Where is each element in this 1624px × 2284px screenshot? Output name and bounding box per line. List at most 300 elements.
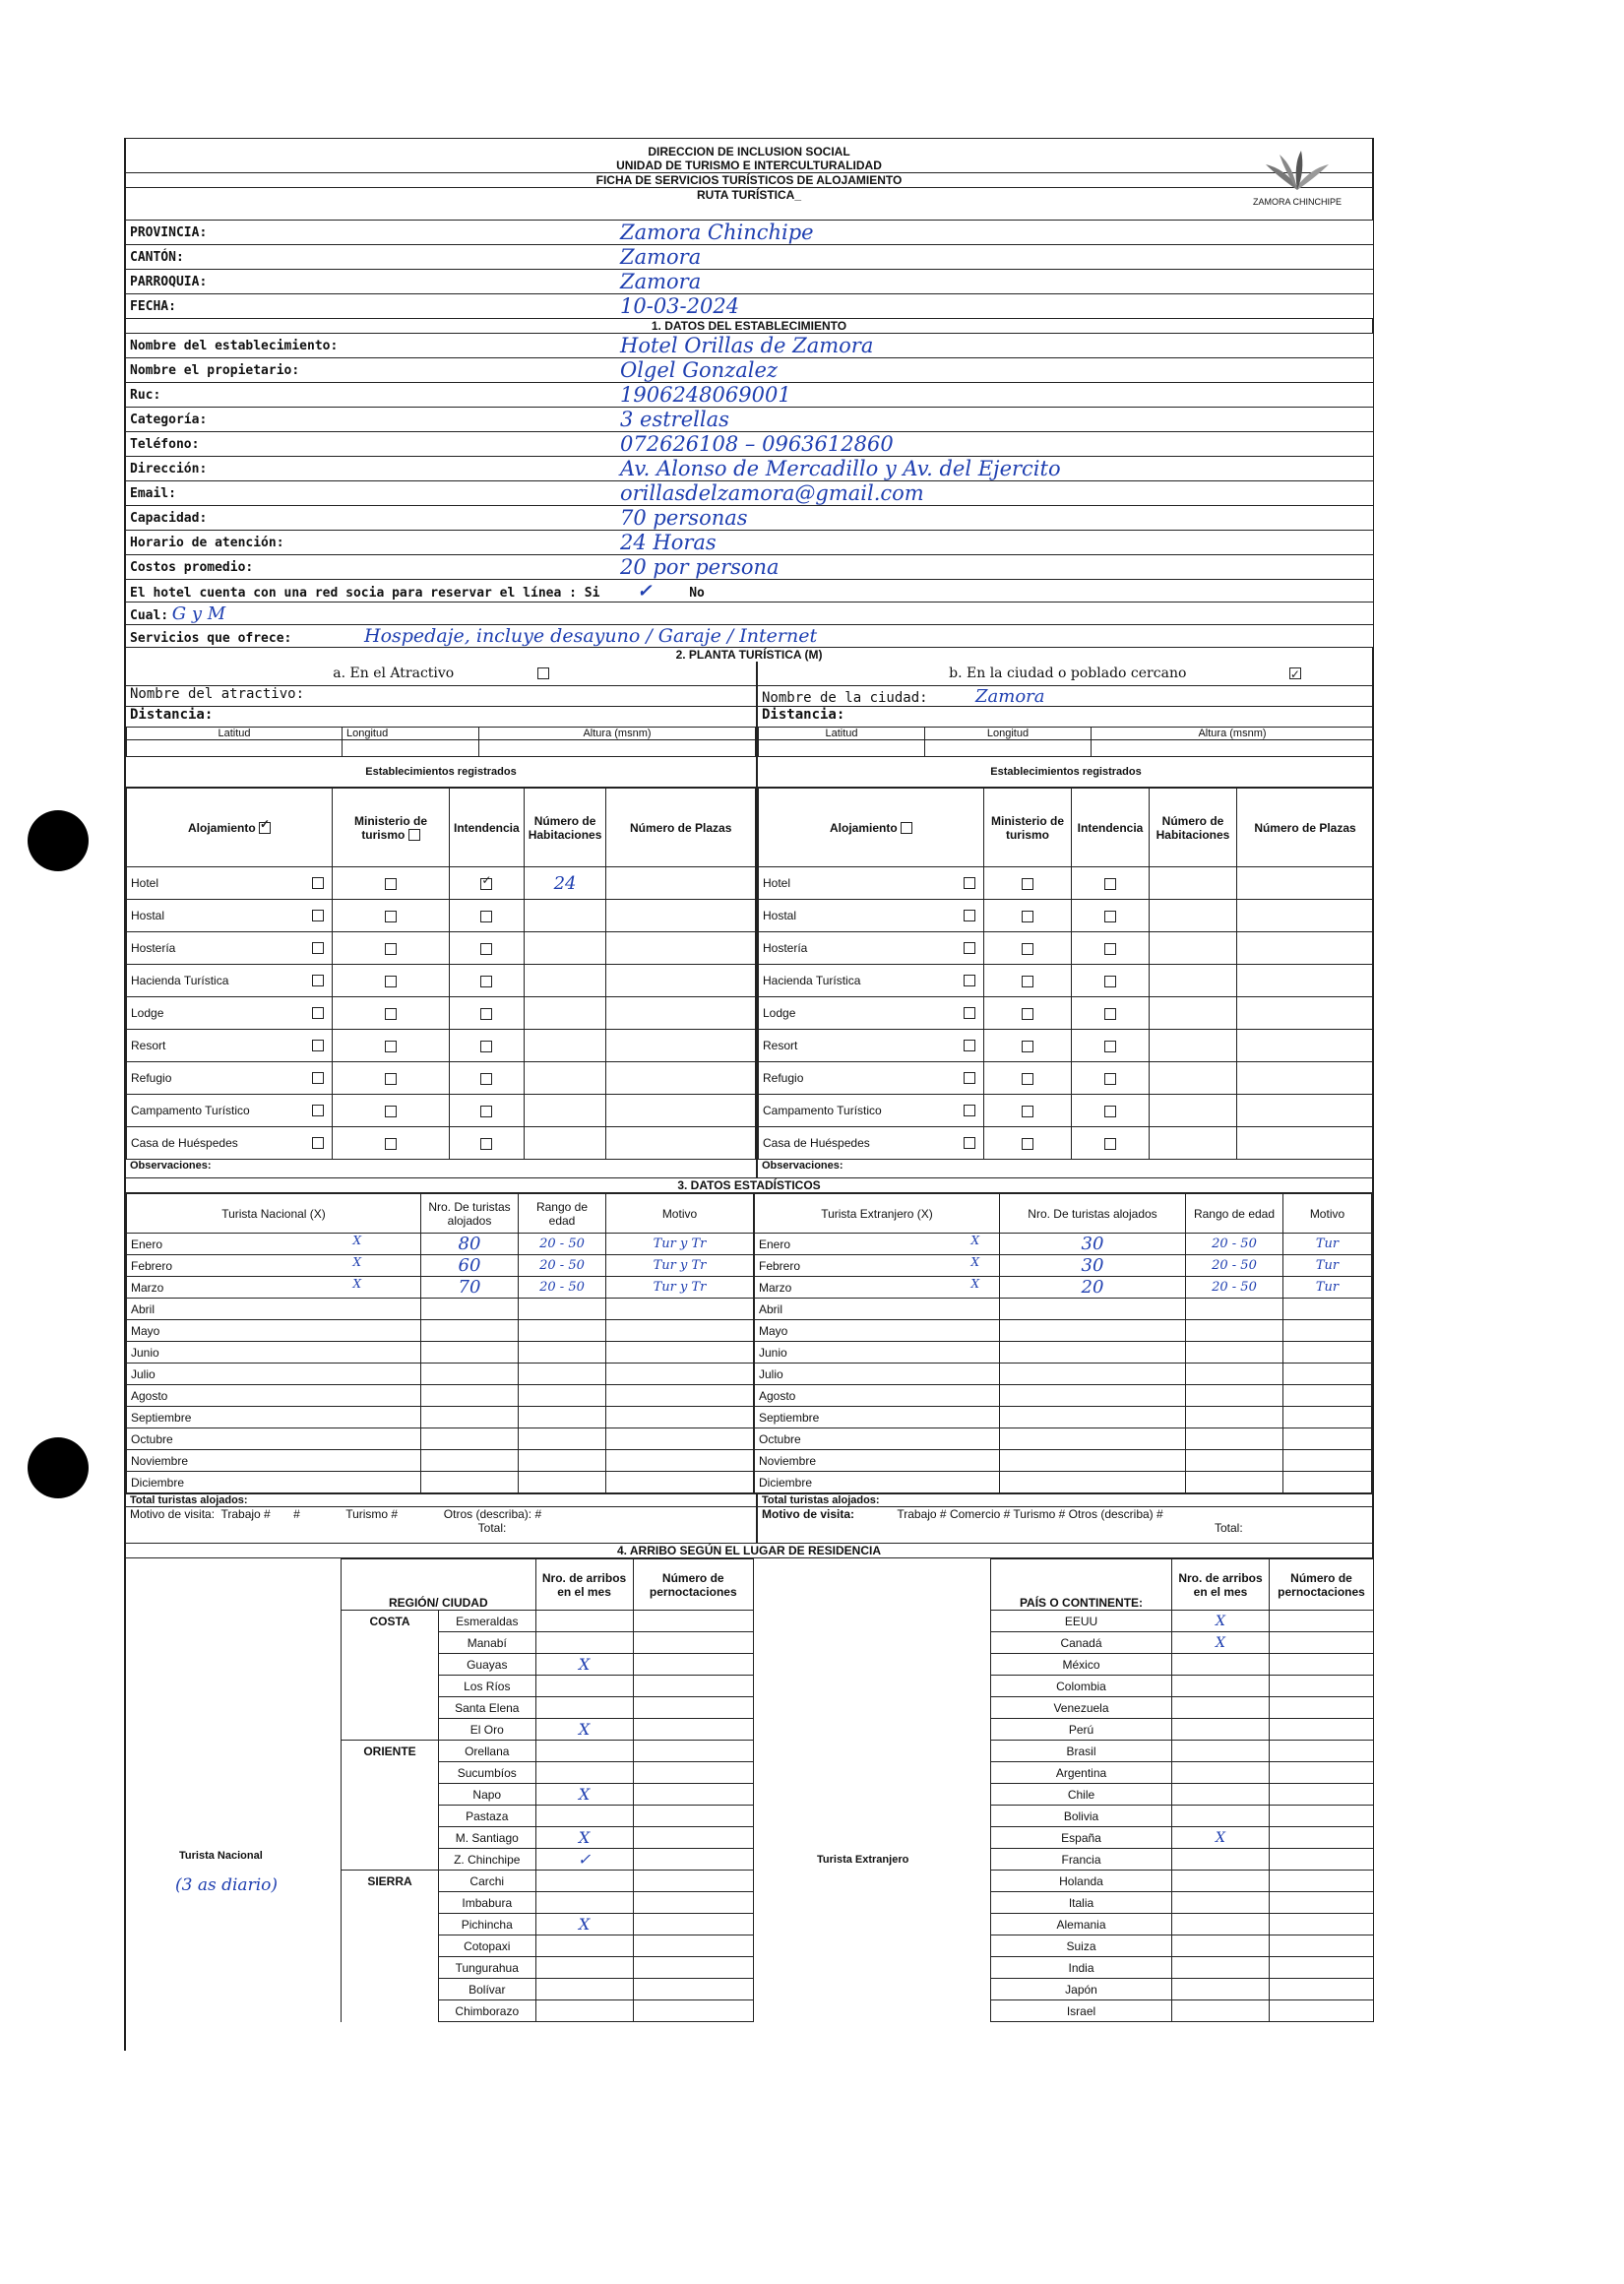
pernoct-cell[interactable] — [633, 1914, 753, 1935]
motivo-cell[interactable]: Tur — [1282, 1234, 1371, 1255]
rango-cell[interactable] — [1185, 1320, 1282, 1342]
rango-cell[interactable] — [519, 1299, 606, 1320]
header-line2: UNIDAD DE TURISMO E INTERCULTURALIDAD — [126, 159, 1372, 173]
pernoct-cell[interactable] — [1270, 1632, 1374, 1654]
month-label: Noviembre — [131, 1453, 189, 1468]
pernoct-cell[interactable] — [1270, 1806, 1374, 1827]
aloj-type-checkbox[interactable] — [312, 1040, 324, 1051]
pernoct-cell[interactable] — [633, 1979, 753, 2000]
habitaciones-cell[interactable] — [524, 997, 606, 1030]
categoria-value[interactable]: 3 estrellas — [616, 408, 1374, 432]
rango-cell[interactable] — [519, 1450, 606, 1472]
nro-cell[interactable]: 30 — [999, 1255, 1185, 1277]
tourist-mark[interactable]: X — [352, 1255, 361, 1269]
tourist-mark[interactable]: X — [352, 1277, 361, 1291]
arribos-cell[interactable]: X — [1172, 1632, 1270, 1654]
motivo-cell[interactable]: Tur y Tr — [606, 1277, 754, 1299]
red-si-mark[interactable]: ✓ — [637, 580, 653, 602]
nro-cell[interactable] — [999, 1364, 1185, 1385]
pernoct-cell[interactable] — [1270, 2000, 1374, 2022]
arribos-cell[interactable]: X — [1172, 1611, 1270, 1632]
min-checkbox[interactable] — [1022, 1106, 1033, 1117]
pernoct-cell[interactable] — [633, 1654, 753, 1676]
rango-cell[interactable] — [519, 1342, 606, 1364]
plazas-cell[interactable] — [606, 932, 756, 965]
pernoct-cell[interactable] — [1270, 1935, 1374, 1957]
aloj-type-checkbox[interactable] — [964, 1040, 975, 1051]
plazas-cell[interactable] — [1237, 1127, 1374, 1160]
motivo-cell[interactable] — [606, 1320, 754, 1342]
pernoct-cell[interactable] — [633, 1827, 753, 1849]
nro-cell[interactable] — [421, 1342, 519, 1364]
motivo-cell[interactable] — [606, 1472, 754, 1493]
aloj-type-checkbox[interactable] — [312, 1105, 324, 1116]
int-checkbox[interactable] — [480, 878, 492, 890]
min-a-checkbox[interactable] — [408, 829, 420, 841]
habitaciones-cell[interactable] — [524, 1062, 606, 1095]
arribos-cell[interactable]: ✓ — [535, 1849, 633, 1871]
nro-cell[interactable] — [999, 1407, 1185, 1428]
arribo-row-nacional — [342, 1676, 754, 1697]
motivo-cell[interactable] — [1282, 1320, 1371, 1342]
pernoct-cell[interactable] — [1270, 1827, 1374, 1849]
habitaciones-cell[interactable] — [524, 932, 606, 965]
habitaciones-cell[interactable] — [524, 900, 606, 932]
int-checkbox[interactable] — [480, 1008, 492, 1020]
arribos-cell[interactable] — [535, 1741, 633, 1762]
min-checkbox[interactable] — [385, 976, 397, 987]
int-checkbox[interactable] — [1104, 1138, 1116, 1150]
min-checkbox-cell — [984, 1095, 1072, 1127]
pernoct-cell[interactable] — [1270, 1611, 1374, 1632]
rango-cell[interactable] — [1185, 1364, 1282, 1385]
plazas-cell[interactable] — [606, 1095, 756, 1127]
month-label: Enero — [758, 1237, 791, 1251]
rango-cell[interactable] — [1185, 1385, 1282, 1407]
pernoct-cell[interactable] — [633, 1784, 753, 1806]
int-checkbox[interactable] — [1104, 1106, 1116, 1117]
nro-cell[interactable] — [999, 1472, 1185, 1493]
int-checkbox[interactable] — [1104, 911, 1116, 922]
pernoct-cell[interactable] — [1270, 1957, 1374, 1979]
canton-value[interactable]: Zamora — [616, 245, 1374, 270]
int-checkbox[interactable] — [480, 976, 492, 987]
servicios-label: Servicios que ofrece: — [130, 631, 292, 646]
nro-cell[interactable] — [421, 1320, 519, 1342]
pernoct-cell[interactable] — [1270, 1741, 1374, 1762]
arribos-cell[interactable] — [1172, 2000, 1270, 2022]
aloj-type-checkbox[interactable] — [312, 942, 324, 954]
arribos-cell[interactable] — [535, 1632, 633, 1654]
plazas-cell[interactable] — [1237, 1095, 1374, 1127]
horario-value[interactable]: 24 Horas — [616, 531, 1374, 555]
pernoct-cell[interactable] — [633, 1762, 753, 1784]
rango-cell[interactable] — [1185, 1450, 1282, 1472]
email-value[interactable]: orillasdelzamora@gmail.com — [616, 481, 1374, 506]
tourist-mark[interactable]: X — [970, 1234, 979, 1247]
min-checkbox[interactable] — [385, 943, 397, 955]
aloj-type-checkbox[interactable] — [964, 1072, 975, 1084]
nro-cell[interactable] — [999, 1342, 1185, 1364]
plazas-cell[interactable] — [1237, 900, 1374, 932]
motivo-cell[interactable] — [606, 1428, 754, 1450]
int-checkbox[interactable] — [480, 1073, 492, 1085]
nro-cell[interactable] — [999, 1299, 1185, 1320]
arribos-cell[interactable] — [1172, 1935, 1270, 1957]
aloj-type-checkbox[interactable] — [312, 975, 324, 986]
stats-table-extranjero — [754, 1193, 1372, 1493]
aloj-type-checkbox[interactable] — [312, 877, 324, 889]
pernoct-cell[interactable] — [633, 1849, 753, 1871]
nro-cell[interactable] — [421, 1299, 519, 1320]
arribos-cell[interactable] — [1172, 1741, 1270, 1762]
pernoct-cell[interactable] — [1270, 1979, 1374, 2000]
arribos-cell[interactable] — [1172, 1871, 1270, 1892]
pernoct-cell[interactable] — [1270, 1914, 1374, 1935]
pernoct-cell[interactable] — [633, 1676, 753, 1697]
telefono-value[interactable]: 072626108 – 0963612860 — [616, 432, 1374, 457]
month-cell — [754, 1277, 999, 1299]
arribos-cell[interactable] — [1172, 1676, 1270, 1697]
nro-cell[interactable]: 70 — [421, 1277, 519, 1299]
nro-cell[interactable] — [421, 1385, 519, 1407]
arribo-row-nacional — [342, 1979, 754, 2000]
aloj-a-checkbox[interactable] — [259, 822, 271, 834]
rango-cell[interactable] — [1185, 1472, 1282, 1493]
arribos-cell[interactable] — [535, 1957, 633, 1979]
plazas-cell[interactable] — [1237, 997, 1374, 1030]
motivo-a: Motivo de visita: Trabajo # # Turismo # Otros (describa): # — [130, 1507, 542, 1521]
arribos-cell[interactable]: X — [535, 1654, 633, 1676]
tourist-mark[interactable]: X — [970, 1277, 979, 1291]
arribos-cell[interactable] — [535, 1697, 633, 1719]
pernoct-cell[interactable] — [633, 1871, 753, 1892]
habitaciones-cell[interactable] — [524, 1127, 606, 1160]
pernoct-cell[interactable] — [633, 1741, 753, 1762]
propietario-value[interactable]: Olgel Gonzalez — [616, 358, 1374, 383]
min-checkbox[interactable] — [1022, 1073, 1033, 1085]
nro-cell[interactable] — [999, 1450, 1185, 1472]
a-title-row — [126, 662, 756, 685]
city-cell: Napo — [439, 1784, 536, 1806]
aloj-type-cell — [127, 1030, 333, 1062]
habitaciones-cell[interactable] — [1150, 997, 1237, 1030]
motivo-cell[interactable] — [1282, 1450, 1371, 1472]
plazas-cell[interactable] — [1237, 1062, 1374, 1095]
int-checkbox[interactable] — [1104, 976, 1116, 987]
arribos-cell[interactable]: X — [535, 1719, 633, 1741]
habitaciones-cell[interactable] — [1150, 1030, 1237, 1062]
arribos-cell[interactable] — [1172, 1784, 1270, 1806]
plazas-cell[interactable] — [1237, 867, 1374, 900]
plazas-cell[interactable] — [606, 1062, 756, 1095]
arribo-row-extranjero — [991, 1871, 1374, 1892]
motivo-col-b: Motivo — [1282, 1194, 1371, 1234]
min-checkbox[interactable] — [385, 1073, 397, 1085]
rango-cell[interactable] — [519, 1320, 606, 1342]
motivo-cell[interactable] — [606, 1407, 754, 1428]
pernoct-cell[interactable] — [1270, 1871, 1374, 1892]
motivo-cell[interactable] — [1282, 1472, 1371, 1493]
costos-value[interactable]: 20 por persona — [616, 555, 1374, 580]
plazas-cell[interactable] — [606, 1127, 756, 1160]
min-checkbox[interactable] — [385, 911, 397, 922]
parroquia-value[interactable]: Zamora — [616, 270, 1374, 294]
rango-cell[interactable]: 20 - 50 — [1185, 1234, 1282, 1255]
pernoct-cell[interactable] — [1270, 1676, 1374, 1697]
nro-cell[interactable] — [999, 1428, 1185, 1450]
motivo-cell[interactable] — [606, 1342, 754, 1364]
rango-cell[interactable] — [519, 1407, 606, 1428]
arribos-cell[interactable] — [1172, 1892, 1270, 1914]
nro-cell[interactable] — [421, 1364, 519, 1385]
rango-cell[interactable]: 20 - 50 — [519, 1255, 606, 1277]
min-checkbox[interactable] — [1022, 1041, 1033, 1052]
rango-cell[interactable] — [1185, 1342, 1282, 1364]
arribos-cell[interactable] — [1172, 1762, 1270, 1784]
min-checkbox[interactable] — [385, 1138, 397, 1150]
motivo-cell[interactable] — [606, 1364, 754, 1385]
arribos-cell[interactable] — [1172, 1914, 1270, 1935]
aloj-type-checkbox[interactable] — [312, 910, 324, 921]
col-min-a: Ministerio de turismo — [353, 813, 427, 842]
servicios-value[interactable]: Hospedaje, incluye desayuno / Garaje / Internet — [364, 625, 818, 647]
min-checkbox[interactable] — [1022, 911, 1033, 922]
int-checkbox[interactable] — [1104, 1041, 1116, 1052]
aloj-type-checkbox[interactable] — [312, 1007, 324, 1019]
arribos-cell[interactable]: X — [535, 1914, 633, 1935]
arribo-row-extranjero — [991, 1935, 1374, 1957]
int-checkbox[interactable] — [1104, 1073, 1116, 1085]
nro-cell[interactable]: 60 — [421, 1255, 519, 1277]
nro-cell[interactable] — [999, 1320, 1185, 1342]
habitaciones-cell[interactable] — [1150, 900, 1237, 932]
aloj-type-label: Hacienda Turística — [763, 974, 861, 987]
min-checkbox[interactable] — [385, 1106, 397, 1117]
pais-col: PAÍS O CONTINENTE: — [991, 1559, 1172, 1611]
plazas-cell[interactable] — [606, 997, 756, 1030]
rango-cell[interactable] — [519, 1364, 606, 1385]
country-cell: Suiza — [991, 1935, 1172, 1957]
arribos-cell[interactable] — [535, 1871, 633, 1892]
int-checkbox[interactable] — [480, 1138, 492, 1150]
habitaciones-cell[interactable] — [1150, 1062, 1237, 1095]
int-checkbox[interactable] — [1104, 1008, 1116, 1020]
arribos-cell[interactable] — [535, 1611, 633, 1632]
pernoct-cell[interactable] — [633, 1632, 753, 1654]
int-checkbox[interactable] — [480, 1106, 492, 1117]
nro-cell[interactable]: 20 — [999, 1277, 1185, 1299]
plazas-cell[interactable] — [1237, 1030, 1374, 1062]
habitaciones-cell[interactable] — [1150, 932, 1237, 965]
provincia-value[interactable]: Zamora Chinchipe — [616, 221, 1374, 245]
nro-cell[interactable] — [999, 1385, 1185, 1407]
plazas-cell[interactable] — [606, 900, 756, 932]
habitaciones-cell[interactable] — [524, 965, 606, 997]
arribos-cell[interactable] — [535, 1806, 633, 1827]
arribos-cell[interactable] — [1172, 1719, 1270, 1741]
pernoct-cell[interactable] — [1270, 1697, 1374, 1719]
pernoct-cell[interactable] — [633, 1935, 753, 1957]
pernoct-cell[interactable] — [633, 1892, 753, 1914]
int-checkbox[interactable] — [1104, 878, 1116, 890]
fecha-value[interactable]: 10-03-2024 — [616, 294, 1374, 319]
pernoct-cell[interactable] — [1270, 1892, 1374, 1914]
arribo-row-nacional — [342, 1892, 754, 1914]
pernoct-cell[interactable] — [1270, 1784, 1374, 1806]
pernoct-cell[interactable] — [1270, 1719, 1374, 1741]
motivo-cell[interactable] — [1282, 1364, 1371, 1385]
region-cell — [342, 1762, 439, 1784]
arribos-cell[interactable] — [1172, 1697, 1270, 1719]
aloj-type-checkbox[interactable] — [312, 1072, 324, 1084]
aloj-b-checkbox[interactable] — [901, 822, 912, 834]
arribos-cell[interactable]: X — [535, 1827, 633, 1849]
rango-cell[interactable]: 20 - 50 — [1185, 1277, 1282, 1299]
aloj-type-checkbox[interactable] — [964, 910, 975, 921]
tourist-mark[interactable]: X — [352, 1234, 361, 1247]
pernoct-cell[interactable] — [633, 1957, 753, 1979]
nro-cell[interactable]: 30 — [999, 1234, 1185, 1255]
nombre-value[interactable]: Hotel Orillas de Zamora — [616, 334, 1374, 358]
habitaciones-cell[interactable] — [1150, 965, 1237, 997]
plazas-cell[interactable] — [606, 1030, 756, 1062]
aloj-type-checkbox[interactable] — [964, 1137, 975, 1149]
b-checkbox[interactable] — [1289, 667, 1301, 679]
arribos-cell[interactable]: X — [1172, 1827, 1270, 1849]
rango-cell[interactable]: 20 - 50 — [1185, 1255, 1282, 1277]
min-checkbox-cell — [333, 932, 450, 965]
nro-cell[interactable] — [421, 1472, 519, 1493]
a-checkbox[interactable] — [537, 667, 549, 679]
motivo-cell[interactable] — [606, 1450, 754, 1472]
capacidad-value[interactable]: 70 personas — [616, 506, 1374, 531]
aloj-type-checkbox[interactable] — [964, 877, 975, 889]
min-checkbox[interactable] — [1022, 878, 1033, 890]
pernoct-cell[interactable] — [633, 1806, 753, 1827]
motivo-cell[interactable]: Tur — [1282, 1255, 1371, 1277]
habitaciones-cell[interactable] — [524, 1095, 606, 1127]
month-label: Julio — [758, 1366, 783, 1381]
int-checkbox[interactable] — [480, 911, 492, 922]
aloj-type-checkbox[interactable] — [964, 942, 975, 954]
plazas-cell[interactable] — [606, 965, 756, 997]
min-checkbox[interactable] — [1022, 943, 1033, 955]
aloj-type-checkbox[interactable] — [964, 1007, 975, 1019]
habitaciones-cell[interactable] — [1150, 1095, 1237, 1127]
rango-cell[interactable]: 20 - 50 — [519, 1234, 606, 1255]
habitaciones-cell[interactable] — [1150, 1127, 1237, 1160]
cual-value[interactable]: G y M — [171, 603, 226, 624]
motivo-cell[interactable]: Tur y Tr — [606, 1255, 754, 1277]
rango-cell[interactable] — [1185, 1428, 1282, 1450]
motivo-cell[interactable] — [1282, 1299, 1371, 1320]
tourist-mark[interactable]: X — [970, 1255, 979, 1269]
aloj-type-checkbox[interactable] — [964, 1105, 975, 1116]
arribos-cell[interactable]: X — [535, 1784, 633, 1806]
int-checkbox-cell — [1072, 965, 1150, 997]
pernoct-cell[interactable] — [633, 1719, 753, 1741]
plazas-cell[interactable] — [1237, 932, 1374, 965]
min-checkbox[interactable] — [385, 1041, 397, 1052]
arribos-cell[interactable] — [1172, 1806, 1270, 1827]
motivo-cell[interactable] — [606, 1385, 754, 1407]
stats-table-nacional — [126, 1193, 754, 1493]
plazas-cell[interactable] — [606, 867, 756, 900]
motivo-cell[interactable] — [1282, 1385, 1371, 1407]
rango-cell[interactable]: 20 - 50 — [519, 1277, 606, 1299]
motivo-cell[interactable] — [1282, 1342, 1371, 1364]
arribos-cell[interactable] — [535, 1892, 633, 1914]
arribos-cell[interactable] — [535, 2000, 633, 2022]
arribos-cell[interactable] — [1172, 1957, 1270, 1979]
min-checkbox[interactable] — [1022, 976, 1033, 987]
min-checkbox[interactable] — [385, 878, 397, 890]
nombre-ciudad-value[interactable]: Zamora — [975, 686, 1045, 707]
habitaciones-cell[interactable] — [524, 1030, 606, 1062]
rango-cell[interactable] — [1185, 1299, 1282, 1320]
aloj-row — [759, 900, 1374, 932]
section3-columns — [124, 1193, 1374, 1493]
pernoct-cell[interactable] — [633, 1611, 753, 1632]
arribos-cell[interactable] — [1172, 1654, 1270, 1676]
plazas-cell[interactable] — [1237, 965, 1374, 997]
month-cell — [127, 1428, 421, 1450]
rango-cell[interactable] — [519, 1385, 606, 1407]
motivo-cell[interactable]: Tur y Tr — [606, 1234, 754, 1255]
nro-cell[interactable]: 80 — [421, 1234, 519, 1255]
pernoct-cell[interactable] — [1270, 1654, 1374, 1676]
habitaciones-cell[interactable] — [1150, 867, 1237, 900]
arribos-cell[interactable] — [535, 1979, 633, 2000]
habitaciones-cell[interactable]: 24 — [524, 867, 606, 900]
aloj-type-cell — [759, 965, 984, 997]
pernoct-cell[interactable] — [1270, 1849, 1374, 1871]
min-checkbox[interactable] — [1022, 1138, 1033, 1150]
pernoct-cell[interactable] — [1270, 1762, 1374, 1784]
arribos-cell[interactable] — [535, 1935, 633, 1957]
min-checkbox[interactable] — [1022, 1008, 1033, 1020]
direccion-value[interactable]: Av. Alonso de Mercadillo y Av. del Ejercito — [616, 457, 1374, 481]
nro-cell[interactable] — [421, 1428, 519, 1450]
pernoct-cell[interactable] — [633, 1697, 753, 1719]
motivo-cell[interactable]: Tur — [1282, 1277, 1371, 1299]
aloj-type-checkbox[interactable] — [312, 1137, 324, 1149]
arribos-cell[interactable] — [1172, 1849, 1270, 1871]
rango-cell[interactable] — [519, 1472, 606, 1493]
aloj-type-checkbox[interactable] — [964, 975, 975, 986]
nro-cell[interactable] — [421, 1450, 519, 1472]
arribos-cell[interactable] — [535, 1676, 633, 1697]
arribos-cell[interactable] — [1172, 1979, 1270, 2000]
int-checkbox[interactable] — [480, 943, 492, 955]
nro-cell[interactable] — [421, 1407, 519, 1428]
motivo-cell[interactable] — [606, 1299, 754, 1320]
rango-cell[interactable] — [519, 1428, 606, 1450]
int-checkbox-cell — [450, 1127, 525, 1160]
motivo-cell[interactable] — [1282, 1407, 1371, 1428]
int-checkbox[interactable] — [480, 1041, 492, 1052]
int-checkbox[interactable] — [1104, 943, 1116, 955]
arribos-cell[interactable] — [535, 1762, 633, 1784]
min-checkbox[interactable] — [385, 1008, 397, 1020]
rango-cell[interactable] — [1185, 1407, 1282, 1428]
ruc-value[interactable]: 1906248069001 — [616, 383, 1374, 408]
month-label: Agosto — [131, 1388, 168, 1403]
aloj-type-label: Resort — [131, 1039, 166, 1052]
motivo-cell[interactable] — [1282, 1428, 1371, 1450]
pernoct-cell[interactable] — [633, 2000, 753, 2022]
